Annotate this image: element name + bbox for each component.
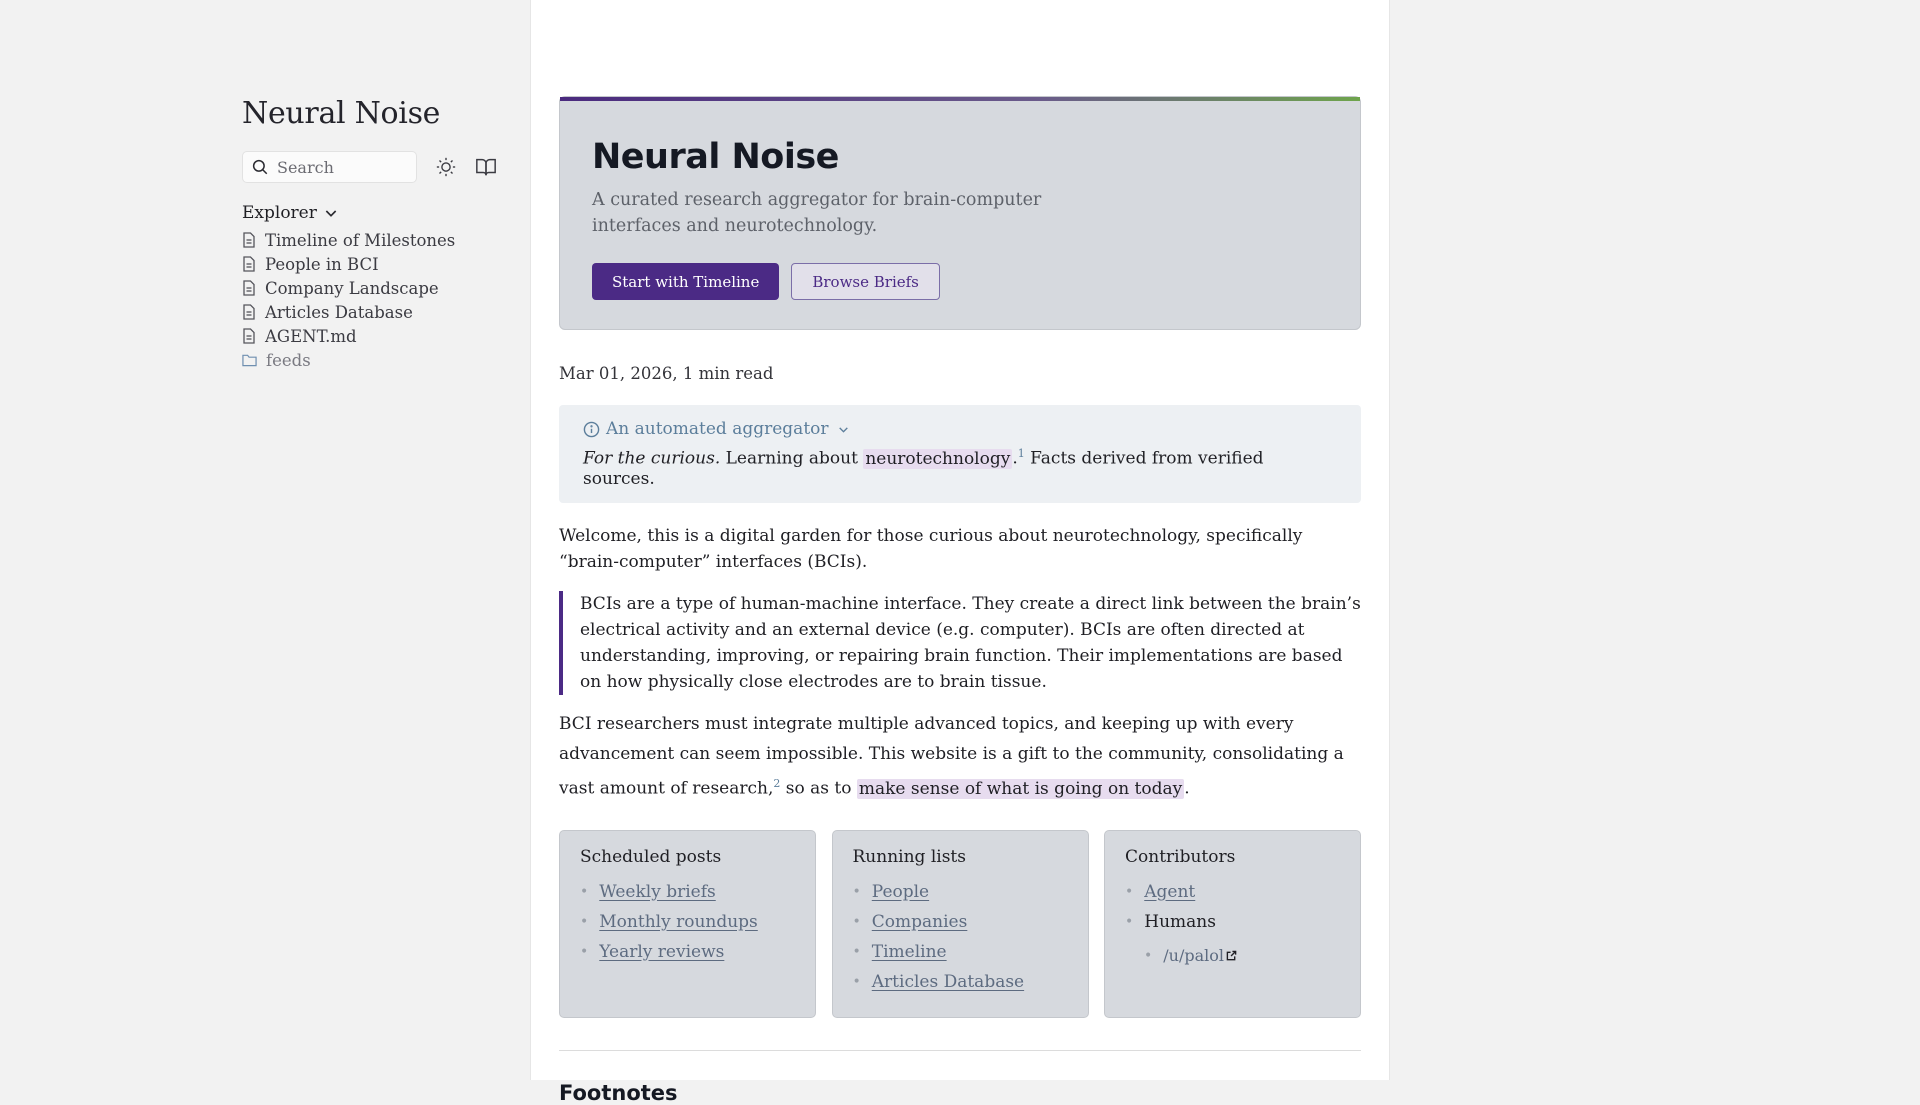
list-item: [580, 907, 795, 937]
monthly-roundups-link[interactable]: • Monthly roundups: [599, 911, 758, 932]
callout-toggle[interactable]: [583, 419, 1337, 439]
p2-end: .: [1184, 778, 1190, 799]
p2-mid2: so as to: [785, 778, 852, 799]
intro-paragraph: Welcome, this is a digital garden for those curious about neurotechnology, specifically “brain-computer” interfaces (BCIs).: [559, 526, 1303, 572]
hero-title: Neural Noise: [592, 137, 839, 177]
explorer-toggle[interactable]: [242, 203, 510, 223]
explorer-item-label: Articles Database: [265, 302, 413, 322]
footnote-ref-1[interactable]: 1: [1017, 447, 1025, 460]
list-item: [853, 877, 1068, 907]
weekly-briefs-link[interactable]: • Weekly briefs: [599, 881, 716, 902]
card-title: Contributors: [1125, 846, 1236, 867]
chevron-down-icon: [837, 423, 850, 436]
file-icon: [242, 304, 256, 320]
footnotes-heading: Footnotes: [559, 1080, 678, 1105]
browse-briefs-button[interactable]: Browse Briefs: [791, 263, 940, 300]
bci-definition-quote: BCIs are a type of human-machine interface. They create a direct link between the brain’s electrical activity and an external device (e.g. computer). BCIs are often directed at understanding, improving, or repairing brain function. Their implementations are based on how physically close electrodes are to brain tissue.: [559, 591, 1361, 695]
footnote-ref-2[interactable]: 2: [773, 777, 781, 790]
explorer-tree: [242, 228, 510, 372]
site-title[interactable]: Neural Noise: [242, 96, 441, 131]
file-icon: [242, 280, 256, 296]
companies-link[interactable]: • Companies: [871, 911, 968, 932]
list-item: [853, 907, 1068, 937]
callout-title: An automated aggregator: [606, 419, 829, 439]
divider: [559, 1050, 1361, 1051]
reader-mode-button[interactable]: [473, 154, 499, 180]
p2-mid: , consolidating a vast amount of research,: [559, 744, 1344, 799]
neurotechnology-highlight[interactable]: neurotechnology: [865, 448, 1011, 469]
make-sense-highlight[interactable]: make sense of what is going on today: [858, 778, 1183, 799]
info-icon: [583, 421, 600, 438]
list-item: [853, 967, 1068, 997]
explorer-item-people[interactable]: [242, 252, 510, 276]
callout-text: Learning about: [725, 448, 858, 469]
list-item: [853, 937, 1068, 967]
p2-start: BCI researchers must integrate multiple advanced topics, and keeping up with every advancement can seem impossible. This website is a: [559, 714, 1294, 764]
explorer-item-company[interactable]: [242, 276, 510, 300]
search-input[interactable]: [242, 151, 417, 183]
running-lists-card: [832, 830, 1089, 1018]
callout-text-after: Facts derived from verified sources.: [583, 448, 1264, 489]
list-item: [580, 877, 795, 907]
start-with-timeline-button[interactable]: Start with Timeline: [592, 263, 779, 300]
explorer-label: Explorer: [242, 203, 317, 223]
sun-icon: [435, 156, 457, 178]
contributors-card: [1104, 830, 1361, 1018]
palol-profile-link[interactable]: • /u/palol: [1163, 946, 1224, 966]
theme-toggle-button[interactable]: [433, 154, 459, 180]
link-cards: [559, 830, 1361, 1018]
list-item: [580, 937, 795, 967]
humans-label: • Humans: [1144, 911, 1216, 932]
chevron-down-icon: [323, 205, 339, 221]
callout-body: For the curious. Learning about neurotechnology .$^1$ Facts derived from verified sources.: [583, 447, 1264, 489]
list-item: [1125, 941, 1340, 971]
callout-italic: For the curious.: [583, 448, 721, 469]
info-callout: [559, 405, 1361, 503]
p2-bold: gift to the community: [1017, 744, 1202, 764]
explorer-item-label: Timeline of Milestones: [265, 230, 456, 250]
card-title: Scheduled posts: [580, 846, 722, 867]
explorer-item-agent[interactable]: [242, 324, 510, 348]
hero-banner: [559, 96, 1361, 330]
community-paragraph: [559, 709, 1361, 804]
card-title: Running lists: [852, 846, 966, 867]
explorer-item-label: AGENT.md: [265, 326, 357, 346]
explorer-item-articles[interactable]: [242, 300, 510, 324]
book-open-icon: [474, 156, 498, 178]
file-icon: [242, 232, 256, 248]
hero-description: A curated research aggregator for brain-computer interfaces and neurotechnology.: [592, 190, 1042, 236]
people-link[interactable]: • People: [871, 881, 930, 902]
publish-date: Mar 01, 2026,: [559, 364, 678, 383]
file-icon: [242, 256, 256, 272]
read-time: 1 min read: [682, 364, 774, 383]
explorer-item-timeline[interactable]: [242, 228, 510, 252]
list-item: [1125, 877, 1340, 907]
sidebar-tools: [242, 151, 510, 183]
search-placeholder: Search: [277, 157, 334, 177]
explorer-folder-feeds[interactable]: [242, 348, 510, 372]
external-link-icon: [1226, 950, 1237, 961]
sidebar: [242, 96, 510, 372]
search-icon: [251, 158, 269, 176]
timeline-link[interactable]: • Timeline: [871, 941, 947, 962]
file-icon: [242, 328, 256, 344]
articles-database-link[interactable]: • Articles Database: [871, 971, 1025, 992]
article-meta: [559, 364, 1361, 383]
agent-link[interactable]: • Agent: [1144, 881, 1196, 902]
explorer-item-label: Company Landscape: [265, 278, 439, 298]
yearly-reviews-link[interactable]: • Yearly reviews: [599, 941, 725, 962]
explorer-item-label: feeds: [266, 350, 311, 370]
hero-buttons: [592, 263, 1328, 300]
scheduled-posts-card: [559, 830, 816, 1018]
main-content: [559, 96, 1361, 1105]
explorer-item-label: People in BCI: [265, 254, 379, 274]
folder-icon: [242, 353, 257, 367]
list-item: [1125, 907, 1340, 937]
